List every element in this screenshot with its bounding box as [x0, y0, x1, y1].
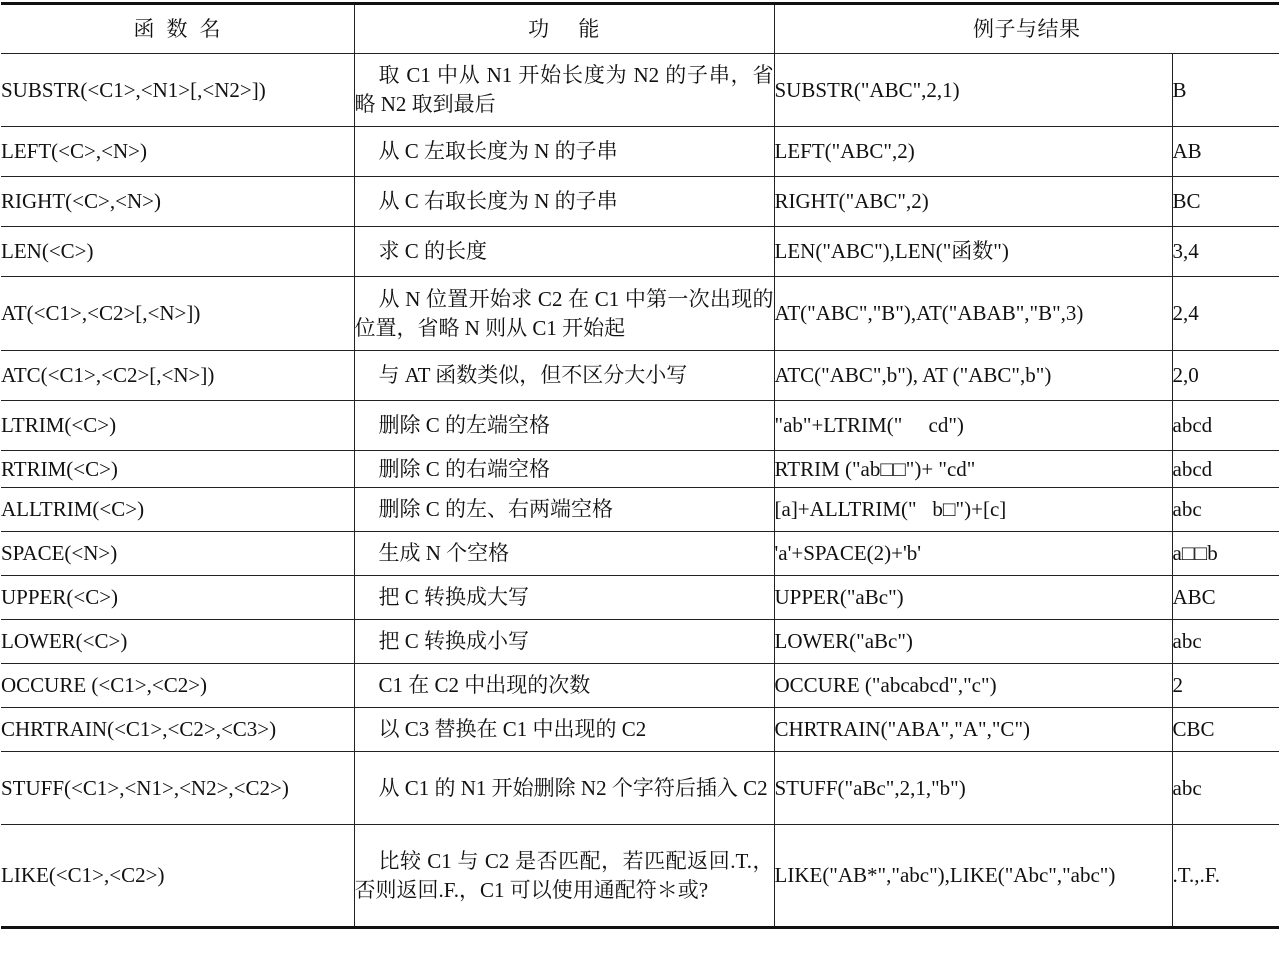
example-cell: LOWER("aBc")	[774, 620, 1172, 664]
function-description-text: 把 C 转换成大写	[378, 585, 530, 609]
function-name-cell: LTRIM(<C>)	[1, 401, 354, 451]
function-description-cell	[354, 227, 774, 277]
example-cell: RIGHT("ABC",2)	[774, 177, 1172, 227]
result-cell: .T.,.F.	[1172, 825, 1279, 928]
result-cell: AB	[1172, 127, 1279, 177]
function-description-text: 从 C1 的 N1 开始删除 N2 个字符后插入 C2	[378, 775, 768, 800]
result-cell: ABC	[1172, 576, 1279, 620]
function-description-cell	[354, 54, 774, 127]
result-cell: abc	[1172, 620, 1279, 664]
result-cell: a□□b	[1172, 532, 1279, 576]
function-description-text: 从 C 右取长度为 N 的子串	[378, 189, 618, 213]
function-description-text: 生成 N 个空格	[378, 541, 510, 565]
example-cell: OCCURE ("abcabcd","c")	[774, 664, 1172, 708]
table-row	[1, 620, 1279, 664]
function-name-cell: ALLTRIM(<C>)	[1, 488, 354, 532]
function-description-cell	[354, 351, 774, 401]
example-cell: LEN("ABC"),LEN("函数")	[774, 227, 1172, 277]
function-description-text: 从 N 位置开始求 C2 在 C1 中第一次出现的位置，省略 N 则从 C1 开始起	[354, 286, 774, 340]
table-row	[1, 227, 1279, 277]
function-description-cell	[354, 825, 774, 928]
result-cell: BC	[1172, 177, 1279, 227]
function-description-cell	[354, 401, 774, 451]
function-name-cell: RTRIM(<C>)	[1, 451, 354, 488]
function-description-text: 删除 C 的右端空格	[378, 456, 551, 481]
result-cell: abcd	[1172, 401, 1279, 451]
result-cell: 3,4	[1172, 227, 1279, 277]
result-cell: B	[1172, 54, 1279, 127]
function-name-cell: UPPER(<C>)	[1, 576, 354, 620]
function-name-cell: LEFT(<C>,<N>)	[1, 127, 354, 177]
table-row	[1, 127, 1279, 177]
function-name-cell: CHRTRAIN(<C1>,<C2>,<C3>)	[1, 708, 354, 752]
function-description-text: 求 C 的长度	[378, 239, 488, 263]
function-description-text: 从 C 左取长度为 N 的子串	[378, 139, 618, 163]
example-cell: RTRIM ("ab□□")+ "cd"	[774, 451, 1172, 488]
function-name-cell: SUBSTR(<C1>,<N1>[,<N2>])	[1, 54, 354, 127]
example-cell: SUBSTR("ABC",2,1)	[774, 54, 1172, 127]
table-row	[1, 708, 1279, 752]
example-cell: 'a'+SPACE(2)+'b'	[774, 532, 1172, 576]
header-function-description: 功 能	[354, 4, 774, 54]
result-cell: CBC	[1172, 708, 1279, 752]
table-row	[1, 451, 1279, 488]
function-description-cell	[354, 620, 774, 664]
function-description-text: 把 C 转换成小写	[378, 629, 530, 653]
function-description-cell	[354, 664, 774, 708]
function-description-cell	[354, 708, 774, 752]
function-name-cell: LIKE(<C1>,<C2>)	[1, 825, 354, 928]
function-description-cell	[354, 127, 774, 177]
example-cell: LEFT("ABC",2)	[774, 127, 1172, 177]
function-description-cell	[354, 576, 774, 620]
header-example-and-result: 例子与结果	[774, 4, 1279, 54]
function-name-cell: ATC(<C1>,<C2>[,<N>])	[1, 351, 354, 401]
table-row	[1, 277, 1279, 351]
header-function-name: 函 数 名	[1, 4, 354, 54]
result-cell: abc	[1172, 488, 1279, 532]
function-description-text: C1 在 C2 中出现的次数	[378, 673, 591, 697]
example-cell: UPPER("aBc")	[774, 576, 1172, 620]
function-name-cell: RIGHT(<C>,<N>)	[1, 177, 354, 227]
function-description-text: 删除 C 的左端空格	[378, 413, 551, 437]
function-description-cell	[354, 752, 774, 825]
function-description-text: 与 AT 函数类似，但不区分大小写	[378, 363, 688, 387]
result-cell: 2,4	[1172, 277, 1279, 351]
table-row	[1, 532, 1279, 576]
function-name-cell: SPACE(<N>)	[1, 532, 354, 576]
function-description-text: 取 C1 中从 N1 开始长度为 N2 的子串，省略 N2 取到最后	[354, 63, 774, 116]
table-row	[1, 488, 1279, 532]
function-name-cell: STUFF(<C1>,<N1>,<N2>,<C2>)	[1, 752, 354, 825]
table-row	[1, 752, 1279, 825]
function-description-text: 删除 C 的左、右两端空格	[378, 497, 614, 521]
table-row	[1, 401, 1279, 451]
table-row	[1, 825, 1279, 928]
table-row	[1, 54, 1279, 127]
function-description-cell	[354, 177, 774, 227]
example-cell: "ab"+LTRIM(" cd")	[774, 401, 1172, 451]
table-row	[1, 351, 1279, 401]
header-row	[1, 4, 1279, 54]
function-description-text: 比较 C1 与 C2 是否匹配，若匹配返回.T.，否则返回.F.，C1 可以使用通配符＊或?	[354, 848, 774, 902]
example-cell: ATC("ABC",b"), AT ("ABC",b")	[774, 351, 1172, 401]
result-cell: 2,0	[1172, 351, 1279, 401]
example-cell: [a]+ALLTRIM(" b□")+[c]	[774, 488, 1172, 532]
example-cell: AT("ABC","B"),AT("ABAB","B",3)	[774, 277, 1172, 351]
table-row	[1, 664, 1279, 708]
function-description-cell	[354, 277, 774, 351]
table-row	[1, 576, 1279, 620]
result-cell: 2	[1172, 664, 1279, 708]
example-cell: LIKE("AB*","abc"),LIKE("Abc","abc")	[774, 825, 1172, 928]
table-row	[1, 177, 1279, 227]
example-cell: STUFF("aBc",2,1,"b")	[774, 752, 1172, 825]
function-name-cell: AT(<C1>,<C2>[,<N>])	[1, 277, 354, 351]
function-name-cell: LEN(<C>)	[1, 227, 354, 277]
function-description-cell	[354, 451, 774, 488]
result-cell: abcd	[1172, 451, 1279, 488]
function-description-cell	[354, 532, 774, 576]
string-functions-table	[1, 2, 1279, 929]
result-cell: abc	[1172, 752, 1279, 825]
function-name-cell: OCCURE (<C1>,<C2>)	[1, 664, 354, 708]
function-description-text: 以 C3 替换在 C1 中出现的 C2	[378, 717, 647, 741]
function-description-cell	[354, 488, 774, 532]
function-name-cell: LOWER(<C>)	[1, 620, 354, 664]
example-cell: CHRTRAIN("ABA","A","C")	[774, 708, 1172, 752]
